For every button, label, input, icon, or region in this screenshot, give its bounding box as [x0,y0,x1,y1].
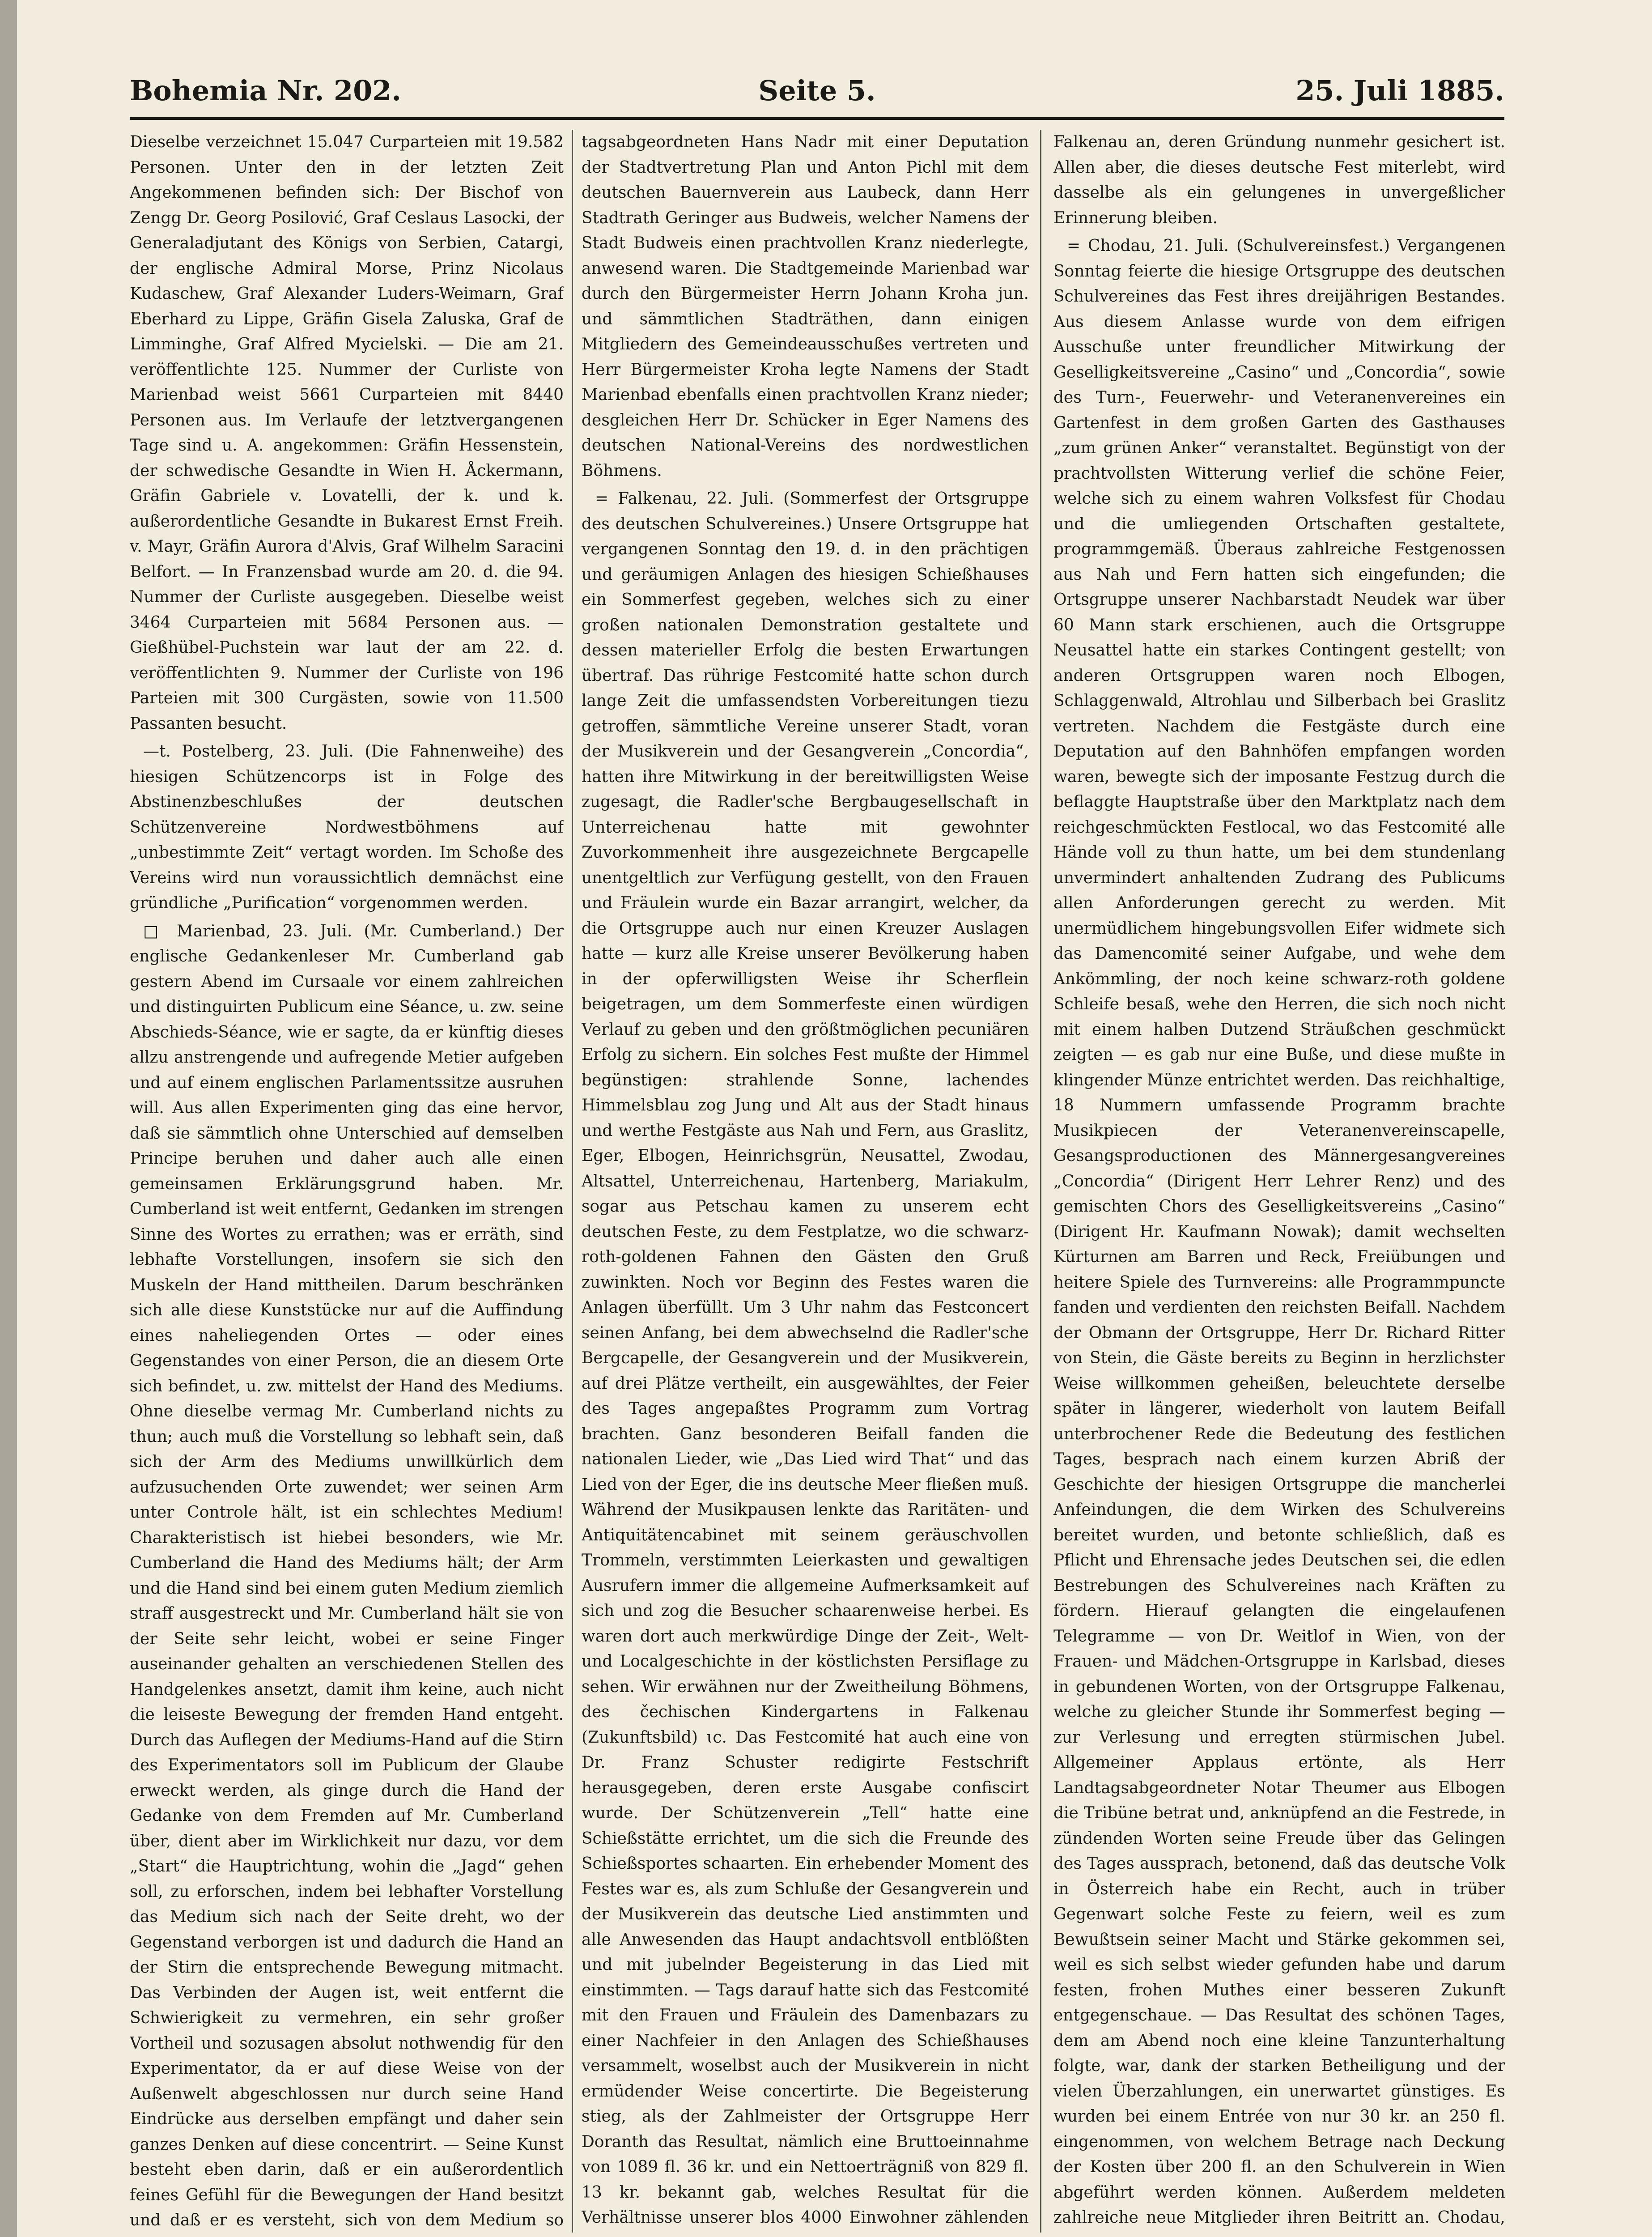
article-paragraph: tagsabgeordneten Hans Nadr mit einer Deputation der Stadtvertretung Plan und Anton Pichl mit dem deutschen Bauernverein aus Laubeck, dann Herr Stadtrath Geringer aus Budweis, welcher Namens der Stadt Budweis einen prachtvollen Kranz niederlegte, anwesend waren. Die Stadtgemeinde Marienbad war durch den Bürgermeister Herrn Johann Kroha jun. und sämmtlichen Stadträthen, dann einigen Mitgliedern des Gemeindeausschußes vertreten und Herr Bürgermeister Kroha legte Namens der Stadt Marienbad ebenfalls einen prachtvollen Kranz nieder; desgleichen Herr Dr. Schücker in Eger Namens des deutschen National-Vereins des nordwestlichen Böhmens. [582,133,1029,480]
newspaper-issue: Bohemia Nr. 202. [130,74,402,107]
article-paragraph: = Chodau, 21. Juli. (Schulvereinsfest.) Vergangenen Sonntag feierte die hiesige Ortsgruppe des deutschen Schulvereines das Fest ihres dreijährigen Bestandes. Aus diesem Anlasse wurde von dem eifrigen Ausschuße unter freundlicher Mitwirkung der Geselligkeitsvereine „Casino“ und „Concordia“, sowie des Turn-, Feuerwehr- und Veteranenvereines ein Gartenfest in dem großen Garten des Gasthauses „zum grünen Anker“ veranstaltet. Begünstigt von der prachtvollsten Witterung verlief die schöne Feier, welche sich zu einem wahren Volksfest für Chodau und die umliegenden Ortschaften gestaltete, programmgemäß. Überaus zahlreiche Festgenossen aus Nah und Fern hatten sich eingefunden; die Ortsgruppe unserer Nachbarstadt Neudek war über 60 Mann stark erschienen, auch die Ortsgruppe Neusattel hatte ein starkes Contingent gestellt; von anderen Ortsgruppen waren noch Elbogen, Schlaggenwald, Altrohlau und Silberbach bei Graslitz vertreten. Nachdem die Festgäste durch eine Deputation auf den Bahnhöfen empfangen worden waren, bewegte sich der imposante Festzug durch die beflaggte Hauptstraße über den Marktplatz nach dem reichgeschmückten Festlocal, wo das Festcomité alle Hände voll zu thun hatte, um bei dem stundenlang unvermindert anhaltenden Zudrang des Publicums allen Anforderungen gerecht zu werden. Mit unermüdlichem hingebungsvollen Eifer widmete sich das Damencomité seiner Aufgabe, und wehe dem Ankömmling, der noch keine schwarz-roth goldene Schleife besaß, wehe den Herren, die sich noch nicht mit einem halben Dutzend Sträußchen geschmückt zeigten — es gab nur eine Buße, und diese mußte in klingender Münze entrichtet werden. Das reichhaltige, 18 Nummern umfassende Programm brachte Musikpiecen der Veteranenvereinscapelle, Gesangsproductionen des Männergesangvereines „Concordia“ (Dirigent Herr Lehrer Renz) und des gemischten Chors des Geselligkeitsvereins „Casino“ (Dirigent Hr. Kaufmann Nowak); damit wechselten Kürturnen am Barren und Reck, Freiübungen und heitere Spiele des Turnvereins: alle Programmpuncte fanden und verdienten den reichsten Beifall. Nachdem der Obmann der Ortsgruppe, Herr Dr. Richard Ritter von Stein, die Gäste bereits zu Beginn in herzlichster Weise willkommen geheißen, beleuchtete derselbe später in längerer, wiederholt von lautem Beifall unterbrochener Rede die Bedeutung des festlichen Tages, besprach nach einem kurzen Abriß der Geschichte der hiesigen Ortsgruppe die mancherlei Anfeindungen, die dem Wirken des Schulvereins bereitet wurden, und betonte schließlich, daß es Pflicht und Ehrensache jedes Deutschen sei, die edlen Bestrebungen des Schulvereines nach Kräften zu fördern. Hierauf gelangten die eingelaufenen Telegramme — von Dr. Weitlof in Wien, von der Frauen- und Mädchen-Ortsgruppe in Karlsbad, dieses in gebundenen Worten, von der Ortsgruppe Falkenau, welche zu gleicher Stunde ihr Sommerfest beging — zur Verlesung und erregten stürmischen Jubel. Allgemeiner Applaus ertönte, als Herr Landtagsabgeordneter Notar Theumer aus Elbogen die Tribüne betrat und, anknüpfend an die Festrede, in zündenden Worten seine Freude über das Gelingen des Tages aussprach, betonend, daß das deutsche Volk in Österreich habe ein Recht, auch in trüber Gegenwart solche Feste zu feiern, weil es zum Bewußtsein seiner Macht und Stärke gekommen sei, weil es sich selbst wieder gefunden habe und darum festen, frohen Muthes einer besseren Zukunft entgegenschaue. — Das Resultat des schönen Tages, dem am Abend noch eine kleine Tanzunterhaltung folgte, war, dank der starken Betheiligung und der vielen Überzahlungen, ein unerwartet günstiges. Es wurden bei einem Entrée von nur 30 kr. an 250 fl. eingenommen, von welchem Betrage nach Deckung der Kosten über 200 fl. an den Schulverein in Wien abgeführt werden können. Außerdem meldeten zahlreiche neue Mitglieder ihren Beitritt an. Chodau, [1053,237,1505,2227]
page-number: Seite 5. [758,74,876,107]
article-paragraph: —t. Postelberg, 23. Juli. (Die Fahnenweihe) des hiesigen Schützencorps ist in Folge des Abstinenzbeschlußes der deutschen Schützenvereine Nordwestböhmens auf „unbestimmte Zeit“ vertagt worden. Im Schoße des Vereins wird nun voraussichtlich demnächst eine gründliche „Purification“ vorgenommen werden. [130,742,564,912]
article-paragraph: Dieselbe verzeichnet 15.047 Curparteien mit 19.582 Personen. Unter den in der letzten Zeit Angekommenen befinden sich: Der Bischof von Zengg Dr. Georg Posilović, Graf Ceslaus Lasocki, der Generaladjutant des Königs von Serbien, Catargi, der englische Admiral Morse, Prinz Nicolaus Kudaschew, Graf Alexander Luders-Weimarn, Graf Eberhard zu Lippe, Gräfin Gisela Zaluska, Graf de Limminghe, Graf Alfred Mycielski. — Die am 21. veröffentlichte 125. Nummer der Curliste von Marienbad weist 5661 Curparteien mit 8440 Personen aus. Im Verlaufe der letztvergangenen Tage sind u. A. angekommen: Gräfin Hessenstein, der schwedische Gesandte in Wien H. Åckermann, Gräfin Gabriele v. Lovatelli, der k. und k. außerordentliche Gesandte in Bukarest Ernst Freih. v. Mayr, Gräfin Aurora d'Alvis, Graf Wilhelm Saracini Belfort. — In Franzensbad wurde am 20. d. die 94. Nummer der Curliste ausgegeben. Dieselbe weist 3464 Curparteien mit 5684 Personen aus. — Gießhübel-Puchstein war laut der am 22. d. veröffentlichten 9. Nummer der Curliste von 196 Parteien mit 300 Curgästen, sowie von 11.500 Passanten besucht. [130,133,564,733]
text-column-3 [1053,130,1505,2233]
article-paragraph: Falkenau an, deren Gründung nunmehr gesichert ist. Allen aber, die dieses deutsche Fest miterlebt, wird dasselbe als ein gelungenes in unvergeßlicher Erinnerung bleiben. [1053,133,1505,227]
article-paragraph: □ Marienbad, 23. Juli. (Mr. Cumberland.) Der englische Gedankenleser Mr. Cumberland gab gestern Abend im Cursaale vor einem zahlreichen und distinguirten Publicum eine Séance, u. zw. seine Abschieds-Séance, wie er sagte, da er künftig dieses allzu anstrengende und aufregende Metier aufgeben und auf einem englischen Parlamentssitze ausruhen will. Aus allen Experimenten ging das eine hervor, daß sie sämmtlich ohne Unterschied auf demselben Principe beruhen und daher auch alle einen gemeinsamen Erklärungsgrund haben. Mr. Cumberland ist weit entfernt, Gedanken im strengen Sinne des Wortes zu errathen; was er erräth, sind lebhafte Vorstellungen, insofern sie sich den Muskeln der Hand mittheilen. Darum beschränken sich alle diese Kunststücke nur auf die Auffindung eines naheliegenden Ortes — oder eines Gegenstandes von einer Person, die an diesem Orte sich befindet, u. zw. mittelst der Hand des Mediums. Ohne dieselbe vermag Mr. Cumberland nichts zu thun; auch muß die Vorstellung so lebhaft sein, daß sich der Arm des Mediums unwillkürlich dem aufzusuchenden Orte zuwendet; wer seinen Arm unter Controle hält, ist ein schlechtes Medium! Charakteristisch ist hiebei besonders, wie Mr. Cumberland die Hand des Mediums hält; der Arm und die Hand sind bei einem guten Medium ziemlich straff ausgestreckt und Mr. Cumberland hält sie von der Seite sehr leicht, wobei er seine Finger auseinander gehalten an verschiedenen Stellen des Handgelenkes ansetzt, damit ihm keine, auch nicht die leiseste Bewegung der fremden Hand entgeht. Durch das Auflegen der Mediums-Hand auf die Stirn des Experimentators soll im Publicum der Glaube erweckt werden, als ginge durch die Hand der Gedanke von dem Fremden auf Mr. Cumberland über, dient aber im Wirklichkeit nur dazu, vor dem „Start“ die Hauptrichtung, wohin die „Jagd“ gehen soll, zu erforschen, indem bei lebhafter Vorstellung das Medium sich nach der Seite dreht, wo der Gegenstand verborgen ist und dadurch die Hand an der Stirn die entsprechende Bewegung mitmacht. Das Verbinden der Augen ist, weit entfernt die Schwierigkeit zu vermehren, ein sehr großer Vortheil und sozusagen absolut nothwendig für den Experimentator, da er auf diese Weise von der Außenwelt abgeschlossen nur durch seine Hand Eindrücke aus derselben empfängt und daher sein ganzes Denken auf diese concentrirt. — Seine Kunst besteht eben darin, daß er ein außerordentlich feines Gefühl für die Bewegungen der Hand besitzt und daß er es versteht, sich von dem Medium so [130,922,564,2229]
text-column-2 [582,130,1029,2233]
column-divider [1040,130,1041,2233]
page-header [130,66,1504,115]
page-edge [0,0,17,2237]
article-paragraph: = Falkenau, 22. Juli. (Sommerfest der Ortsgruppe des deutschen Schulvereines.) Unsere Ortsgruppe hat vergangenen Sonntag den 19. d. in den prächtigen und geräumigen Anlagen des hiesigen Schießhauses ein Sommerfest gegeben, welches sich zu einer großen nationalen Demonstration gestaltete und dessen materieller Erfolg die besten Erwartungen übertraf. Das rührige Festcomité hatte schon durch lange Zeit die umfassendsten Vorbereitungen tiezu getroffen, sämmtliche Vereine unserer Stadt, voran der Musikverein und der Gesangverein „Concordia“, hatten ihre Mitwirkung in der bereitwilligsten Weise zugesagt, die Radler'sche Bergbaugesellschaft in Unterreichenau hatte mit gewohnter Zuvorkommenheit ihre ausgezeichnete Bergcapelle unentgeltlich zur Verfügung gestellt, von den Frauen und Fräulein wurde ein Bazar arrangirt, welcher, da die Ortsgruppe auch nur einen Kreuzer Auslagen hatte — kurz alle Kreise unserer Bevölkerung haben in der opferwilligsten Weise ihr Scherflein beigetragen, um dem Sommerfeste einen würdigen Verlauf zu geben und den größtmöglichen pecuniären Erfolg zu sichern. Ein solches Fest mußte der Himmel begünstigen: strahlende Sonne, lachendes Himmelsblau zog Jung und Alt aus der Stadt hinaus und werthe Festgäste aus Nah und Fern, aus Graslitz, Eger, Elbogen, Heinrichsgrün, Neusattel, Zwodau, Altsattel, Unterreichenau, Hartenberg, Mariakulm, sogar aus Petschau kamen zu unserem echt deutschen Feste, zu dem Festplatze, wo die schwarz-roth-goldenen Fahnen den Gästen den Gruß zuwinkten. Noch vor Beginn des Festes waren die Anlagen überfüllt. Um 3 Uhr nahm das Festconcert seinen Anfang, bei dem abwechselnd die Radler'sche Bergcapelle, der Gesangverein und der Musikverein, auf drei Plätze vertheilt, ein ausgewähltes, der Feier des Tages angepaßtes Programm zum Vortrag brachten. Ganz besonderen Beifall fanden die nationalen Lieder, wie „Das Lied wird That“ und das Lied von der Eger, die ins deutsche Meer fließen muß. Während der Musikpausen lenkte das Raritäten- und Antiquitätencabinet mit seinem geräuschvollen Trommeln, verstimmten Leierkasten und gewaltigen Ausrufern immer die allgemeine Aufmerksamkeit auf sich und zog die Besucher schaarenweise herbei. Es waren dort auch merkwürdige Dinge der Zeit-, Welt- und Localgeschichte in der köstlichsten Persiflage zu sehen. Wir erwähnen nur der Zweitheilung Böhmens, des čechischen Kindergartens in Falkenau (Zukunftsbild) ɩc. Das Festcomité hat auch eine von Dr. Franz Schuster redigirte Festschrift herausgegeben, deren erste Ausgabe confiscirt wurde. Der Schützenverein „Tell“ hatte eine Schießstätte errichtet, um die sich die Freunde des Schießsportes schaarten. Ein erhebender Moment des Festes war es, als zum Schluße der Gesangverein und der Musikverein das deutsche Lied anstimmten und alle Anwesenden das Haupt andachtsvoll entblößten und mit jubelnder Begeisterung in das Lied mit einstimmten. — Tags darauf hatte sich das Festcomité mit den Frauen und Fräulein des Damenbazars zu einer Nachfeier in den Anlagen des Schießhauses versammelt, woselbst auch der Musikverein in nicht ermüdender Weise concertirte. Die Begeisterung stieg, als der Zahlmeister der Ortsgruppe Herr Doranth das Resultat, nämlich eine Bruttoeinnahme von 1089 fl. 36 kr. und ein Nettoerträgniß von 829 fl. 13 kr. bekannt gab, welches Resultat für die Verhältnisse unserer blos 4000 Einwohner zählenden [582,489,1029,2227]
header-rule [130,117,1504,120]
column-divider [572,130,573,2233]
text-column-1 [130,130,564,2233]
issue-date: 25. Juli 1885. [1295,74,1504,107]
